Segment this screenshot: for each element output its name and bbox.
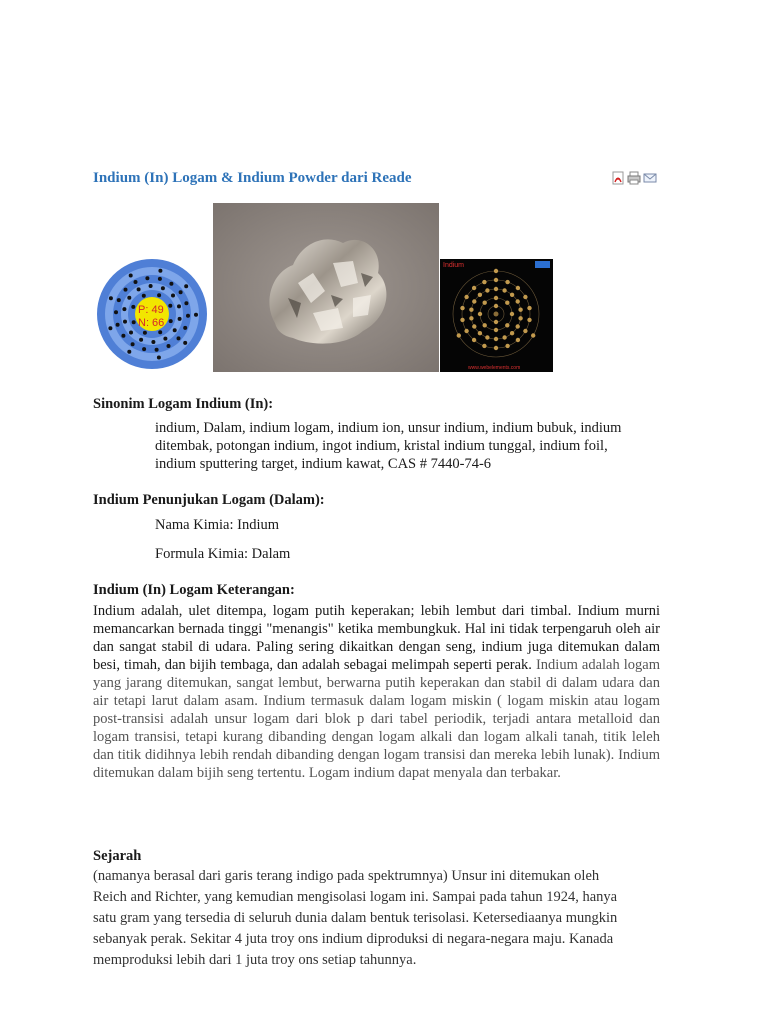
shell-electron-dot [523,329,527,333]
electron-dot [109,296,113,300]
shell-diagram-footer: www.webelements.com [468,365,521,371]
shell-electron-dot [478,331,482,335]
shell-electron-dot [494,304,498,308]
shell-electron-dot [505,344,509,348]
shell-electron-dot [494,328,498,332]
shell-electron-dot [464,295,468,299]
synonyms-line: ditembak, potongan indium, ingot indium, kristal indium tunggal, indium foil, [155,438,608,454]
description-part-1: Indium adalah, ulet ditempa, logam putih keperakan; lebih lembut dari timbal. Indium murni memancarkan bernada tinggi "menangis" ketika membungkuk. Hal ini tidak terpengaruh oleh air dan sangat stabil di udara. Paling sering dikaitkan dengan seng, indium juga ditemukan dalam besi, timah, dan bijih tembaga, dan adalah sebagai melimpah seperti perak. [93,603,660,673]
shell-electron-dot [494,346,498,350]
synonyms-line: indium, Dalam, indium logam, indium ion, unsur indium, indium bubuk, indium [155,420,622,436]
electron-dot [158,277,162,281]
electron-dot [127,350,131,354]
shell-electron-dot [502,288,506,292]
electron-dot [114,310,118,314]
shell-electron-dot [485,335,489,339]
shell-electron-dot [478,293,482,297]
shell-electron-dot [460,318,464,322]
atom-model-image [95,258,210,370]
shell-electron-dot [469,316,473,320]
shell-electron-dot [482,280,486,284]
electron-dot [169,319,173,323]
electron-shell-diagram [440,259,553,372]
shell-electron-dot [469,308,473,312]
history-line: sebanyak perak. Sekitar 4 juta troy ons indium diproduksi di negara-negara maju. Kanada [93,931,614,947]
shell-electron-dot [494,296,498,300]
shell-electron-dot [516,286,520,290]
electron-dot [116,323,120,327]
electron-dot [194,313,198,317]
electron-dot [186,314,190,318]
electron-dot [129,331,133,335]
shell-electron-dot [518,308,522,312]
neutron-label: N: 66 [138,317,165,329]
electron-dot [131,342,135,346]
electron-dot [123,320,127,324]
history-text [93,866,660,971]
electron-dot [145,276,149,280]
shell-electron-dot [472,286,476,290]
electron-dot [132,320,136,324]
electron-dot [183,326,187,330]
shell-electron-dot [527,306,531,310]
shell-electron-dot [472,299,476,303]
email-icon[interactable] [643,171,657,185]
shell-electron-dot [502,335,506,339]
electron-dot [184,301,188,305]
electron-dot [177,336,181,340]
shell-electron-dot [494,278,498,282]
electron-dot [173,328,177,332]
electron-dot [157,356,161,360]
electron-dot [124,288,128,292]
electron-dot [179,290,183,294]
electron-dot [167,344,171,348]
shell-electron-dot [464,329,468,333]
chemical-name: Nama Kimia: Indium [155,517,280,533]
shell-electron-dot [494,337,498,341]
electron-dot [161,286,165,290]
electron-dot [121,334,125,338]
electron-dot [177,304,181,308]
designation-heading: Indium Penunjukan Logam (Dalam): [93,492,325,508]
shell-electron-dot [510,331,514,335]
electron-dot [117,298,121,302]
shell-electron-dot [505,301,509,305]
shell-electron-dot [482,344,486,348]
electron-dot [184,284,188,288]
electron-dot [129,274,133,278]
shell-electron-dot [518,316,522,320]
electron-dot [122,307,126,311]
pdf-icon[interactable] [611,171,625,185]
indium-metal-photo [213,203,439,372]
synonyms-line: indium sputtering target, indium kawat, CAS # 7440-74-6 [155,456,492,472]
chemical-formula: Formula Kimia: Dalam [155,546,291,562]
print-icon[interactable] [627,171,641,185]
shell-diagram-label: Indium [443,262,465,269]
electron-dot [149,284,153,288]
shell-electron-dot [494,269,498,273]
electron-dot [151,340,155,344]
electron-dot [142,294,146,298]
shell-electron-dot [505,323,509,327]
electron-dot [137,287,141,291]
electron-dot [157,293,161,297]
shell-electron-dot [483,323,487,327]
synonyms-list [155,419,660,473]
shell-electron-dot [478,312,482,316]
shell-electron-dot [516,338,520,342]
shell-electron-dot [531,333,535,337]
electron-dot [169,282,173,286]
electron-dot [155,348,159,352]
article-title: Indium (In) Logam & Indium Powder dari Reade [93,170,412,186]
synonyms-heading: Sinonim Logam Indium (In): [93,396,274,412]
electron-dot [178,317,182,321]
electron-dot [168,304,172,308]
shell-electron-dot [472,338,476,342]
shell-electron-dot [472,324,476,328]
electron-dot [127,296,131,300]
electron-dot [158,330,162,334]
electron-dot [158,269,162,273]
shell-electron-dot [516,324,520,328]
history-line: satu gram yang tersedia di seluruh dunia dalam bentuk terisolasi. Ketersediaanya mungkin [93,910,618,926]
description-heading: Indium (In) Logam Keterangan: [93,582,295,598]
article-tools [611,171,657,185]
electron-dot [108,326,112,330]
shell-electron-dot [485,288,489,292]
description-text [93,602,660,782]
history-line: Reich and Richter, yang kemudian mengisolasi logam ini. Sampai pada tahun 1924, hanya [93,889,618,905]
shell-electron-dot [527,318,531,322]
history-heading: Sejarah [93,848,142,864]
proton-label: P: 49 [138,304,164,316]
shell-electron-dot [457,333,461,337]
electron-dot [139,338,143,342]
shell-electron-dot [483,301,487,305]
history-line: memproduksi lebih dari 1 juta troy ons setiap tahunnya. [93,952,417,968]
electron-dot [163,337,167,341]
shell-electron-dot [494,287,498,291]
electron-dot [171,294,175,298]
electron-dot [131,305,135,309]
shell-electron-dot [510,312,514,316]
electron-dot [143,331,147,335]
shell-electron-dot [516,299,520,303]
electron-dot [183,341,187,345]
shell-electron-dot [494,320,498,324]
shell-electron-dot [505,280,509,284]
electron-dot [142,347,146,351]
electron-dot [134,280,138,284]
description-part-2: Indium adalah logam yang jarang ditemukan, sangat lembut, berwarna putih keperakan dan stabil di dalam udara dan air tetapi larut dalam asam. Indium termasuk dalam logam miskin ( logam miskin atau logam post-transisi adalah unsur logam dari blok p dari tabel periodik, terjadi antara metalloid dan logam transisi, tetapi kurang dibanding dengan logam alkali dan logam alkali tanah, titik leleh dan titik didihnya lebih rendah dibanding dengan logam transisi dan mereka lebih lunak). Indium ditemukan dalam bijih seng tertentu. Logam indium dapat menyala dan terbakar. [93,657,660,781]
history-line: (namanya berasal dari garis terang indigo pada spektrumnya) Unsur ini ditemukan oleh [93,868,600,884]
shell-electron-dot [460,306,464,310]
shell-electron-dot [510,293,514,297]
shell-electron-dot [523,295,527,299]
